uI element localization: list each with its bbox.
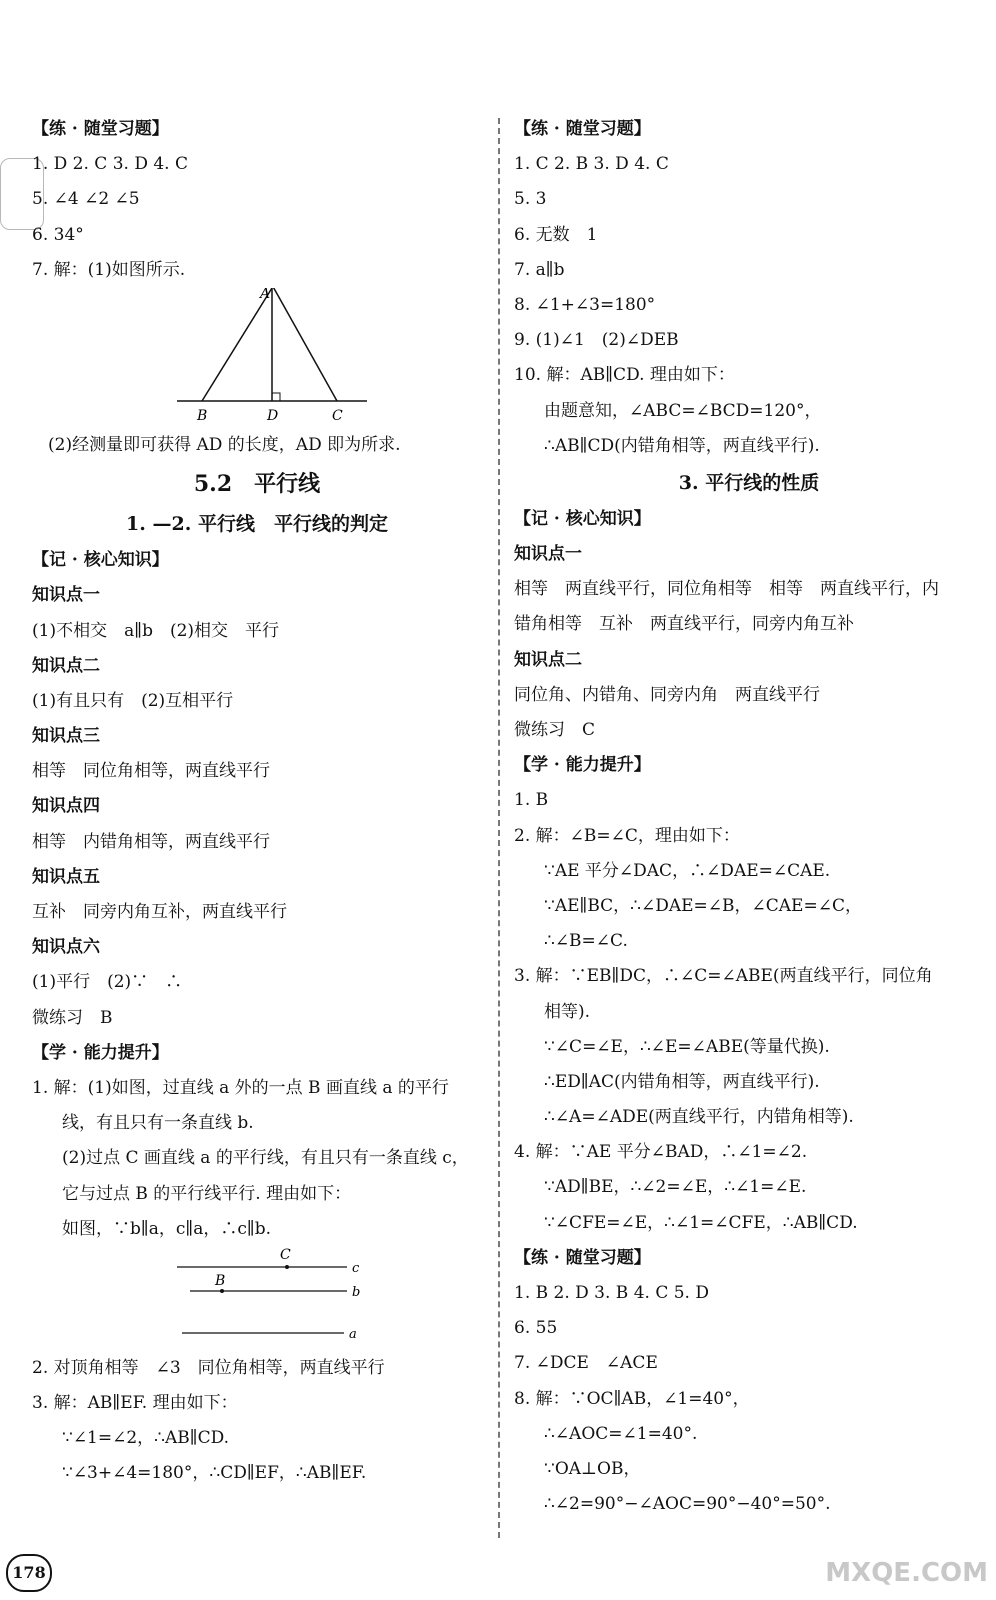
text-line: 6. 34° (32, 224, 84, 245)
point-b (220, 1289, 224, 1293)
label-d: D (267, 407, 279, 424)
text-line: 相等). (544, 1001, 591, 1022)
segment-ac (257, 288, 337, 401)
text-line: 7. ∠DCE ∠ACE (514, 1353, 658, 1374)
text-line: ∴∠B=∠C. (544, 931, 628, 952)
text-line: 7. a∥b (514, 259, 565, 280)
text-line: 相等 内错角相等，两直线平行 (32, 831, 270, 852)
right-answers-block (514, 112, 984, 464)
text-line: 2. 对顶角相等 ∠3 同位角相等，两直线平行 (32, 1357, 385, 1378)
left-knowledge-block (32, 543, 482, 1247)
segment-ab (202, 288, 272, 401)
text-line: 知识点二 (32, 655, 100, 676)
text-line: ∵OA⊥OB， (544, 1458, 641, 1479)
section-title: 5.2 平行线 (193, 471, 321, 498)
text-line: 【记 · 核心知识】 (514, 508, 651, 529)
label-line-c: c (352, 1260, 360, 1276)
text-line: 【练 · 随堂习题】 (32, 119, 169, 139)
text-line: ∵AE 平分∠DAC，∴∠DAE=∠CAE. (544, 860, 831, 881)
point-c (285, 1265, 289, 1269)
text-line: 6. 无数 1 (514, 224, 598, 245)
text-line: 相等 同位角相等，两直线平行 (32, 761, 270, 782)
right-subsection-title: 3. 平行线的性质 (678, 471, 820, 494)
text-line: (2)经测量即可获得 AD 的长度，AD 即为所求. (48, 434, 401, 455)
text-line: 知识点一 (32, 585, 100, 606)
label-line-b: b (352, 1284, 361, 1300)
text-line: 同位角、内错角、同旁内角 两直线平行 (514, 684, 820, 705)
text-line: 1. D 2. C 3. D 4. C (32, 154, 188, 175)
text-line: 3. 解：AB∥EF. 理由如下： (32, 1393, 238, 1414)
text-line: 由题意知，∠ABC=∠BCD=120°， (544, 400, 822, 421)
text-line: 它与过点 B 的平行线平行. 理由如下： (62, 1183, 352, 1204)
text-line: 9. (1)∠1 (2)∠DEB (514, 330, 679, 351)
text-line: 6. 55 (514, 1318, 558, 1339)
text-line: 错角相等 互补 两直线平行，同旁内角互补 (514, 614, 854, 635)
text-line: 1. B 2. D 3. B 4. C 5. D (514, 1283, 709, 1303)
label-c: C (332, 407, 343, 424)
text-line: 【学 · 能力提升】 (514, 755, 651, 776)
text-line: 知识点一 (514, 544, 582, 565)
right-column (514, 112, 984, 1522)
left-answer-continued (32, 428, 482, 463)
text-line: ∵∠C=∠E，∴∠E=∠ABE(等量代换). (544, 1036, 830, 1057)
text-line: 如图，∵b∥a，c∥a，∴c∥b. (62, 1218, 272, 1239)
text-line: 2. 解：∠B=∠C，理由如下： (514, 825, 740, 846)
column-divider (498, 118, 500, 1538)
text-line: 3. 解：∵EB∥DC，∴∠C=∠ABE(两直线平行，同位角 (514, 966, 933, 987)
text-line: 5. ∠4 ∠2 ∠5 (32, 189, 140, 210)
text-line: (1)有且只有 (2)互相平行 (32, 690, 234, 711)
text-line: ∴∠AOC=∠1=40°. (544, 1423, 698, 1444)
right-angle-mark (272, 393, 280, 401)
text-line: 知识点四 (32, 796, 100, 817)
text-line: 1. 解：(1)如图，过直线 a 外的一点 B 画直线 a 的平行 (32, 1077, 449, 1098)
label-point-c: C (280, 1246, 291, 1263)
text-line: (2)过点 C 画直线 a 的平行线，有且只有一条直线 c， (62, 1148, 469, 1169)
figure-triangle (32, 288, 482, 428)
text-line: 知识点五 (32, 866, 100, 887)
text-line: 5. 3 (514, 189, 547, 210)
text-line: ∴∠A=∠ADE(两直线平行，内错角相等). (544, 1107, 854, 1128)
text-line: (1)不相交 a∥b (2)相交 平行 (32, 620, 280, 641)
text-line: 4. 解：∵AE 平分∠BAD，∴∠1=∠2. (514, 1142, 808, 1163)
text-line: (1)平行 (2)∵ ∴ (32, 972, 183, 993)
figure-parallel-lines (32, 1247, 482, 1351)
label-a: A (260, 287, 271, 302)
label-point-b: B (215, 1272, 226, 1289)
left-answers-block (32, 112, 482, 288)
text-line: 【学 · 能力提升】 (32, 1042, 169, 1063)
text-line: 1. C 2. B 3. D 4. C (514, 154, 669, 175)
label-b: B (197, 407, 208, 424)
text-line: 10. 解：AB∥CD. 理由如下： (514, 365, 735, 386)
right-knowledge-block (514, 502, 984, 1522)
label-line-a: a (349, 1326, 357, 1342)
text-line: ∵AD∥BE，∴∠2=∠E，∴∠1=∠E. (544, 1177, 807, 1198)
text-line: 微练习 B (32, 1007, 113, 1028)
text-line: 微练习 C (514, 720, 596, 740)
text-line: 1. B (514, 790, 549, 811)
text-line: 互补 同旁内角互补，两直线平行 (32, 902, 287, 922)
text-line: ∵∠CFE=∠E，∴∠1=∠CFE，∴AB∥CD. (544, 1212, 858, 1233)
text-line: ∵∠3+∠4=180°，∴CD∥EF，∴AB∥EF. (62, 1463, 367, 1484)
text-line: ∴ED∥AC(内错角相等，两直线平行). (544, 1071, 820, 1092)
text-line: 知识点三 (32, 726, 100, 747)
text-line: 相等 两直线平行，同位角相等 相等 两直线平行，内 (514, 579, 939, 600)
text-line: 8. 解：∵OC∥AB，∠1=40°， (514, 1388, 750, 1409)
left-column (32, 112, 482, 1492)
text-line: 【练 · 随堂习题】 (514, 119, 651, 139)
text-line: 【记 · 核心知识】 (32, 550, 169, 571)
text-line: ∴∠2=90°−∠AOC=90°−40°=50°. (544, 1494, 831, 1515)
text-line: 知识点六 (32, 937, 100, 958)
text-line: 7. 解：(1)如图所示. (32, 259, 186, 280)
triangle-diagram (32, 288, 482, 428)
text-line: ∵∠1=∠2，∴AB∥CD. (62, 1428, 230, 1449)
text-line: ∴AB∥CD(内错角相等，两直线平行). (544, 435, 820, 456)
parallel-lines-diagram (32, 1247, 482, 1351)
watermark: MXQE.COM (825, 1558, 988, 1588)
subsection-title: 1. —2. 平行线 平行线的判定 (126, 513, 388, 536)
page-number: 178 (6, 1554, 52, 1592)
text-line: 【练 · 随堂习题】 (514, 1247, 651, 1268)
text-line: 8. ∠1+∠3=180° (514, 294, 656, 315)
text-line: 知识点二 (514, 649, 582, 670)
text-line: 线，有且只有一条直线 b. (62, 1113, 254, 1134)
text-line: ∵AE∥BC，∴∠DAE=∠B，∠CAE=∠C， (544, 895, 862, 916)
left-final-block (32, 1351, 482, 1492)
